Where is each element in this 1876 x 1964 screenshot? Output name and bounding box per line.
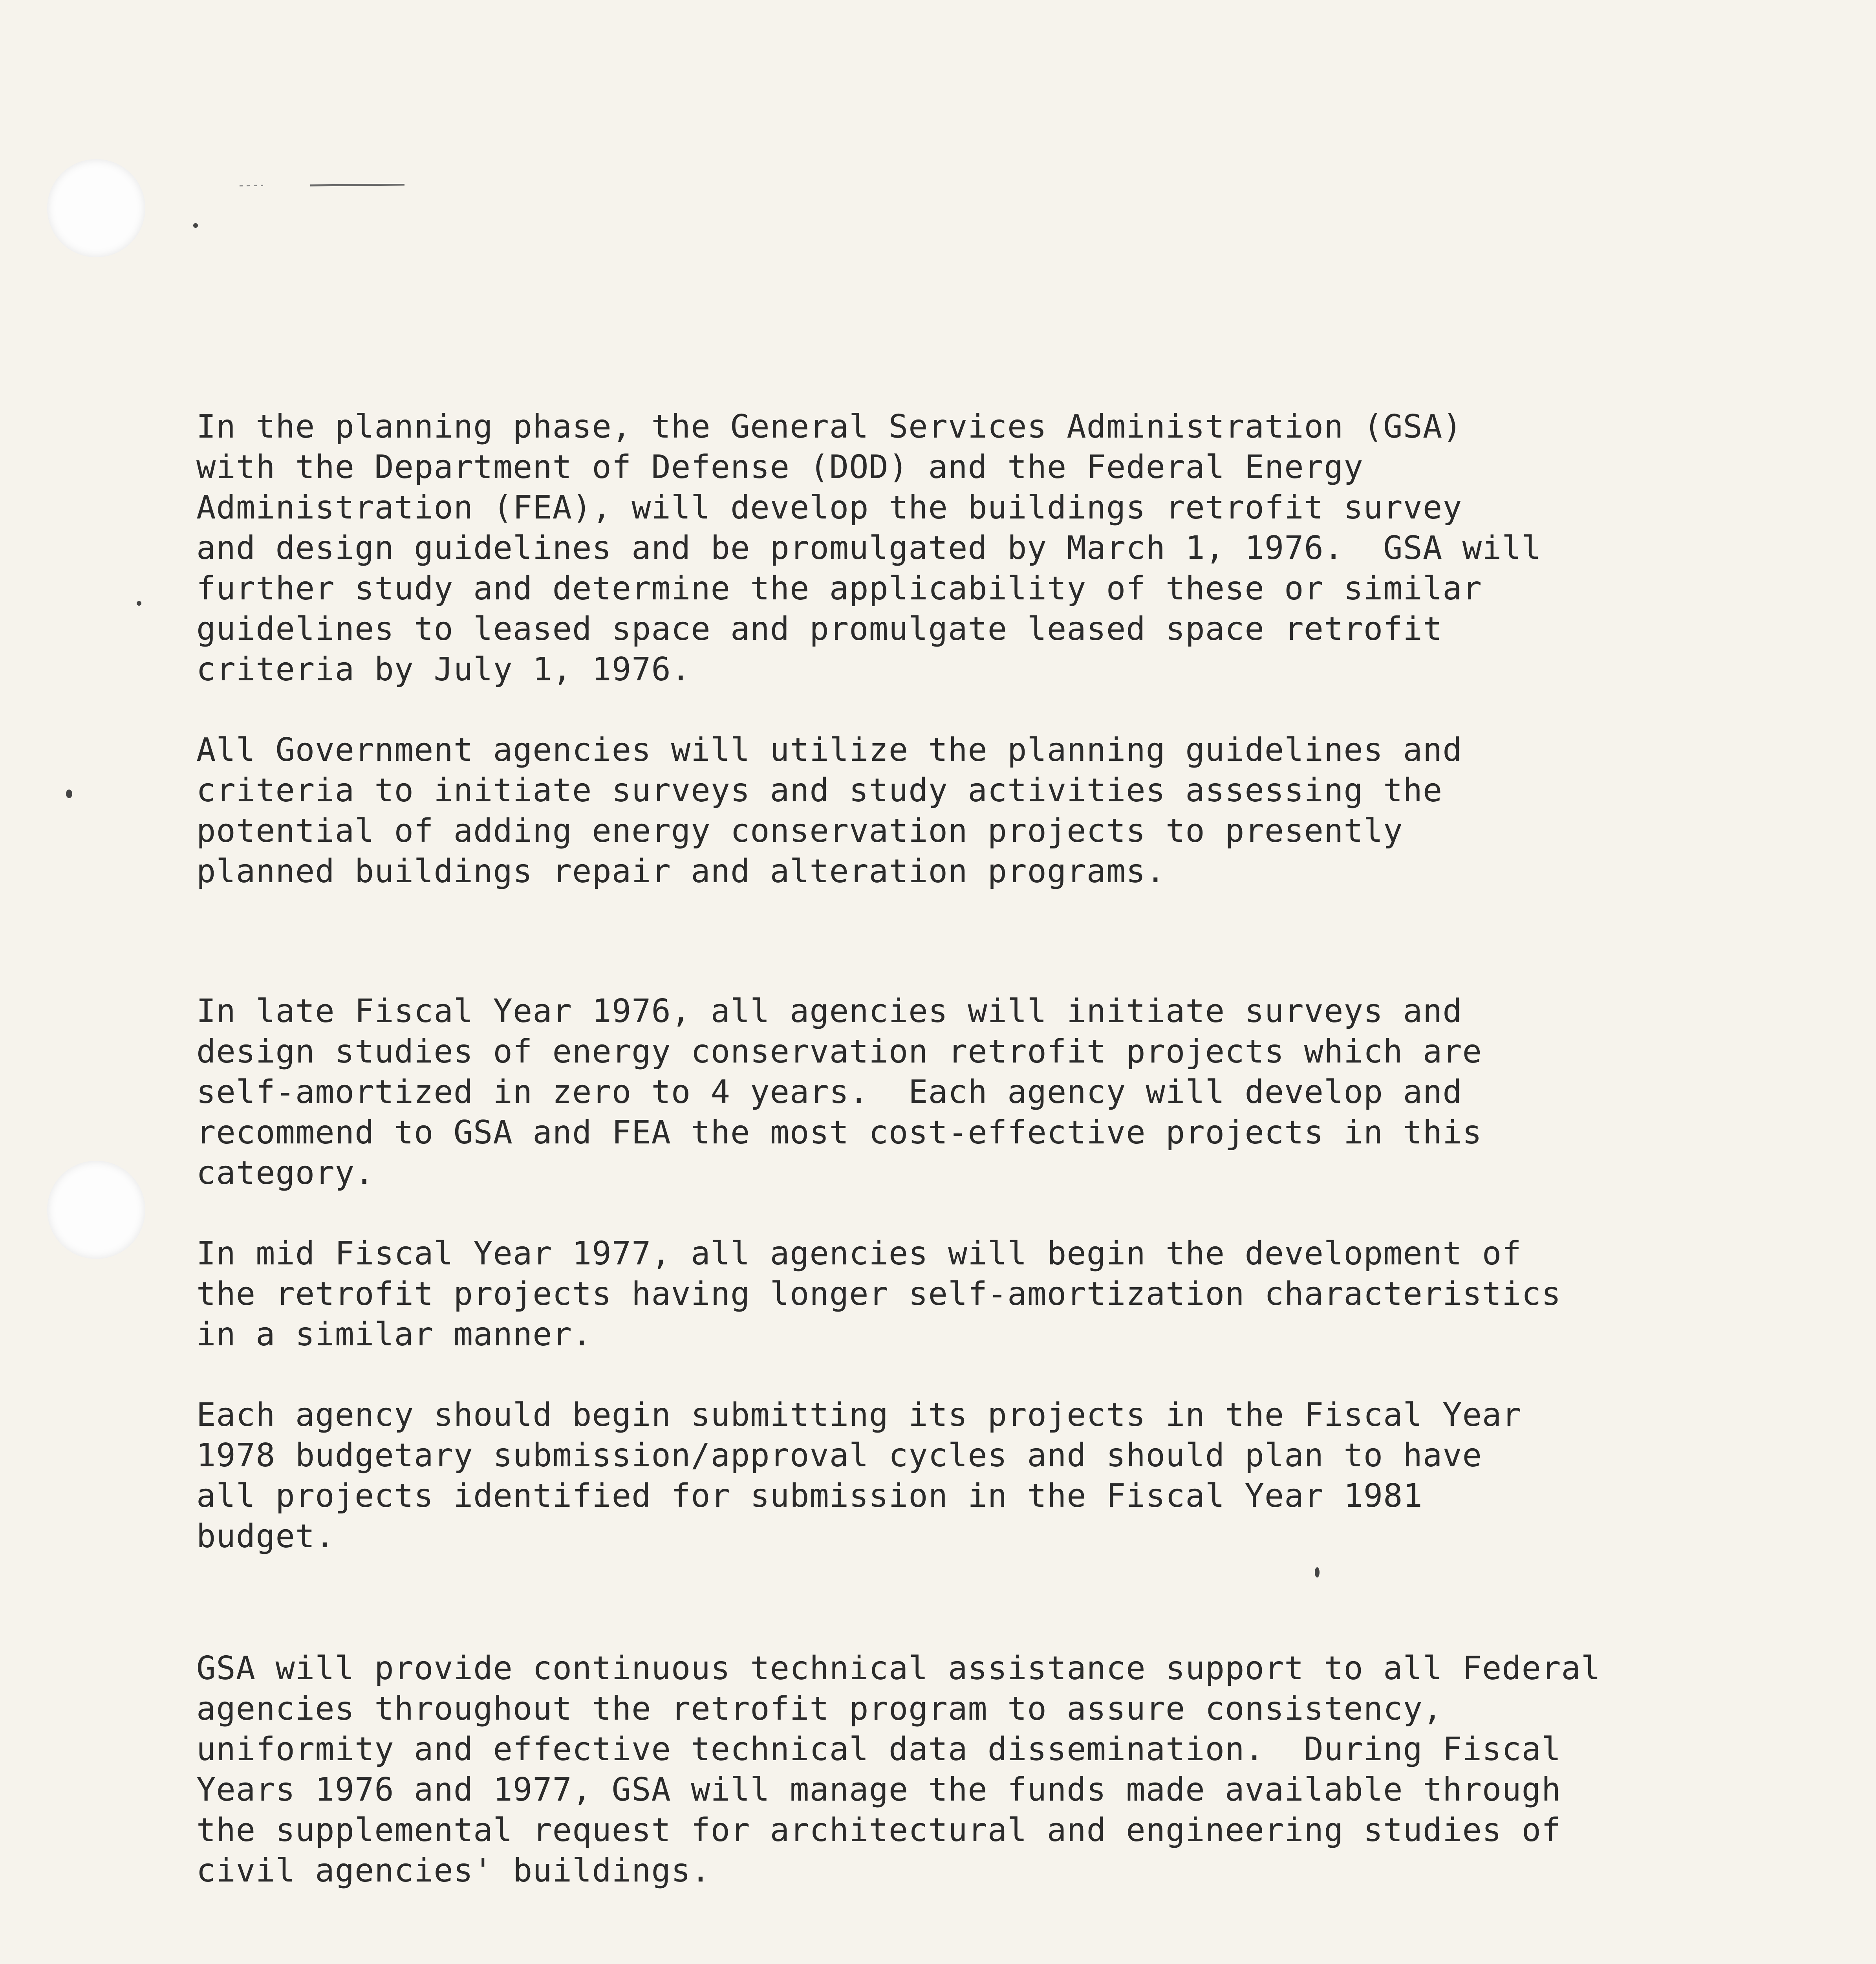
ink-speck	[1315, 1567, 1320, 1577]
ink-speck	[66, 790, 72, 798]
stray-pencil-mark	[240, 184, 404, 187]
paragraph-late-fy-1976: In late Fiscal Year 1976, all agencies will initiate surveys and design studies of energy conservation retrofit projects which are self-amortized in zero to 4 years. Each agency will develop and recommend to GSA and FEA the most cost-effective projects in this category.	[196, 993, 1482, 1192]
paragraph-technical-assistance: GSA will provide continuous technical assistance support to all Federal agencies throughout the retrofit program to assure consistency, uniformity and effective technical data dissemination. During Fiscal Years 1976 and 1977, GSA will manage the funds made available through the supplemental request for architectural and engineering studies of civil agencies' buildings.	[196, 1650, 1601, 1889]
paragraph-mid-fy-1977: In mid Fiscal Year 1977, all agencies will begin the development of the retrofit projects having longer self-amortization characteristics in a similar manner.	[196, 1235, 1561, 1353]
punch-hole-middle	[47, 1161, 145, 1259]
paragraph-planning-guidelines: All Government agencies will utilize the planning guidelines and criteria to initiate surveys and study activities assessing the potential of adding energy conservation projects to presently planned buildings repair and alteration programs.	[196, 731, 1462, 890]
ink-speck	[193, 223, 198, 228]
paragraph-planning-phase: In the planning phase, the General Services Administration (GSA) with the Department of Defense (DOD) and the Federal Energy Administration (FEA), will develop the buildings retrofit survey and design guidelines and be promulgated by March 1, 1976. GSA will further study and determine the applicability of these or similar guidelines to leased space and promulgate leased space retrofit criteria by July 1, 1976.	[196, 408, 1542, 688]
paragraph-submission: Each agency should begin submitting its projects in the Fiscal Year 1978 budgetary submission/approval cycles and should plan to have all projects identified for submission in the Fiscal Year 1981 budget.	[196, 1396, 1522, 1555]
punch-hole-top	[47, 159, 145, 257]
ink-speck	[137, 601, 141, 606]
